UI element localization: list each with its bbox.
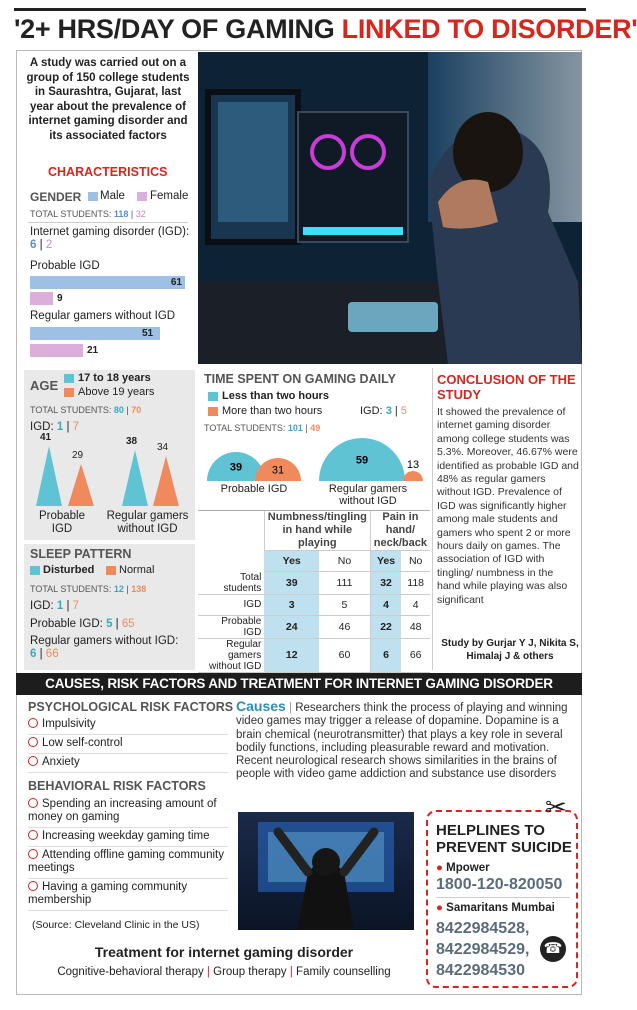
sleep-legend-a: Disturbed bbox=[43, 564, 95, 576]
time-igd-b: 5 bbox=[400, 405, 407, 417]
helpline-num1: 1800-120-820050 bbox=[436, 876, 563, 893]
cell-p-yes: 6 bbox=[370, 638, 401, 672]
causes-banner: CAUSES, RISK FACTORS AND TREATMENT FOR INTERNET GAMING DISORDER bbox=[16, 673, 582, 695]
regular-female-value: 21 bbox=[87, 345, 99, 356]
semi-regular-b bbox=[403, 471, 423, 481]
sleep-igd-b: 7 bbox=[72, 600, 80, 612]
table-row bbox=[198, 594, 430, 615]
age-igd: IGD: 1 | 7 bbox=[30, 421, 80, 433]
symptoms-table-wrap bbox=[198, 510, 430, 673]
list-item: Increasing weekday gaming time bbox=[28, 828, 228, 847]
org1: Mpower bbox=[446, 862, 490, 874]
col-no-1: No bbox=[319, 551, 370, 572]
age-total: TOTAL STUDENTS: 80 | 70 bbox=[30, 405, 142, 415]
semi-probable-b-label: 31 bbox=[271, 464, 285, 477]
treatment-list bbox=[24, 966, 424, 978]
treatment-sep: | bbox=[289, 966, 293, 978]
time-total-label: TOTAL STUDENTS: bbox=[204, 423, 286, 433]
cell-p-yes: 22 bbox=[370, 615, 401, 638]
tri-probable-a-label: 41 bbox=[40, 432, 52, 443]
age-legend-b: Above 19 years bbox=[78, 386, 155, 398]
semi-probable-a-label: 39 bbox=[229, 461, 243, 474]
behav-title: BEHAVIORAL RISK FACTORS bbox=[28, 779, 206, 793]
sleep-total-a: 12 bbox=[113, 584, 124, 594]
cell-p-yes: 32 bbox=[370, 572, 401, 595]
sleep-regular-b: 66 bbox=[45, 648, 59, 660]
age-igd-b: 7 bbox=[72, 421, 80, 433]
col-group-numbness: Numbness/tingling in hand while playing bbox=[264, 511, 370, 551]
gender-igd bbox=[30, 226, 190, 252]
tri-regular-a-label: 38 bbox=[126, 436, 138, 447]
cell-n-no: 60 bbox=[319, 638, 370, 672]
cell-n-yes: 39 bbox=[264, 572, 319, 595]
tri-probable-a bbox=[36, 446, 62, 506]
num2b: 8422984529, bbox=[436, 941, 530, 958]
female-swatch bbox=[137, 192, 147, 201]
sleep-igd-label: IGD: bbox=[30, 600, 54, 612]
sleep-igd-a: 1 bbox=[56, 600, 64, 612]
igd-label: Internet gaming disorder (IGD): bbox=[30, 226, 190, 238]
behav-list bbox=[28, 796, 228, 911]
source-note: (Source: Cleveland Clinic in the US) bbox=[32, 919, 200, 931]
total-label: TOTAL STUDENTS: bbox=[30, 209, 112, 219]
helpline-num2 bbox=[436, 918, 529, 981]
psych-list bbox=[28, 716, 228, 773]
time-b-swatch bbox=[208, 407, 218, 416]
list-item: Low self-control bbox=[28, 735, 228, 754]
age-a-swatch bbox=[64, 374, 74, 383]
time-total-b: 49 bbox=[310, 423, 321, 433]
list-item: Having a gaming community membership bbox=[28, 879, 228, 911]
time-semicircle-chart bbox=[198, 425, 428, 485]
num2a: 8422984528, bbox=[436, 920, 530, 937]
age-total-label: TOTAL STUDENTS: bbox=[30, 405, 112, 415]
gamer-photo-small bbox=[238, 812, 414, 930]
row-label: Probable IGD bbox=[198, 615, 264, 638]
time-legend-b: More than two hours bbox=[222, 405, 323, 417]
phone-icon: ☎ bbox=[540, 936, 566, 962]
bar-regular-male bbox=[30, 327, 160, 340]
bar-probable-female bbox=[30, 292, 53, 305]
table-row bbox=[198, 638, 430, 672]
sleep-igd: IGD: 1 | 7 bbox=[30, 600, 80, 612]
scissors-icon: ✂ bbox=[545, 792, 567, 822]
cell-n-yes: 12 bbox=[264, 638, 319, 672]
time-igd-a: 3 bbox=[385, 405, 392, 417]
age-total-a: 80 bbox=[113, 405, 124, 415]
table-row bbox=[198, 572, 430, 595]
org2: Samaritans Mumbai bbox=[446, 902, 555, 914]
sleep-total-b: 138 bbox=[131, 584, 147, 594]
legend-female: Female bbox=[150, 190, 189, 202]
cell-n-yes: 3 bbox=[264, 594, 319, 615]
cell-n-no: 111 bbox=[319, 572, 370, 595]
semi-regular-a-label: 59 bbox=[355, 454, 369, 467]
conclusion-body: It showed the prevalence of internet gaming disorder among college students was 5.3%. Moreover, 46.67% were identified as probable IGD and 48% as regular gamers without IGD. Prevalence of IGD was significantly higher among male students and gamers who spent 2 or more hours daily on games. The association of IGD with tingling/ numbness in the hand while playing was also significant bbox=[437, 406, 579, 606]
list-item: Anxiety bbox=[28, 754, 228, 773]
sleep-b-swatch bbox=[106, 566, 116, 575]
total-sep: | bbox=[130, 209, 134, 219]
tri-regular-b bbox=[153, 456, 179, 506]
male-swatch bbox=[88, 192, 98, 201]
time-legend-a: Less than two hours bbox=[222, 390, 329, 402]
time-total: TOTAL STUDENTS: 101 | 49 bbox=[204, 423, 321, 433]
treatment-title: Treatment for internet gaming disorder bbox=[94, 944, 354, 960]
list-item: Attending offline gaming community meetings bbox=[28, 847, 228, 879]
semi-regular-b-label: 13 bbox=[406, 459, 420, 471]
table-row bbox=[198, 615, 430, 638]
age-total-b: 70 bbox=[131, 405, 142, 415]
cell-p-no: 48 bbox=[401, 615, 430, 638]
tri-probable-b bbox=[68, 464, 94, 506]
sleep-a-swatch bbox=[30, 566, 40, 575]
age-b-swatch bbox=[64, 388, 74, 397]
time-a-swatch bbox=[208, 392, 218, 401]
regular-male-value: 51 bbox=[142, 328, 154, 339]
sleep-legend-b: Normal bbox=[119, 564, 155, 576]
conclusion-title: CONCLUSION OF THE STUDY bbox=[437, 372, 576, 402]
time-cat-probable: Probable IGD bbox=[220, 483, 288, 495]
bar-regular-female bbox=[30, 344, 83, 357]
headline-part2: LINKED TO DISORDER' bbox=[341, 14, 637, 44]
age-cat-regular: Regular gamers without IGD bbox=[106, 510, 189, 535]
headline-part1: '2+ HRS/DAY OF GAMING bbox=[14, 14, 342, 44]
treatment-3: Family counselling bbox=[296, 966, 391, 978]
sleep-regular-a: 6 bbox=[30, 648, 37, 660]
helpline-org1: ● Mpower bbox=[436, 862, 490, 874]
intro-text: A study was carried out on a group of 150 college students in Saurashtra, Gujarat, last year about the prevalence of internet gaming disorder and its associated factors bbox=[26, 57, 190, 142]
causes-label: Causes bbox=[236, 698, 286, 714]
gender-total bbox=[30, 209, 146, 219]
sleep-probable: Probable IGD: 5 | 65 bbox=[30, 618, 135, 630]
col-no-2: No bbox=[401, 551, 430, 572]
age-legend-a: 17 to 18 years bbox=[78, 372, 151, 384]
igd-male: 6 bbox=[30, 239, 37, 251]
age-cat-probable: Probable IGD bbox=[38, 510, 86, 535]
row-label: IGD bbox=[198, 594, 264, 615]
tri-probable-b-label: 29 bbox=[72, 450, 84, 461]
regular-label: Regular gamers without IGD bbox=[30, 310, 176, 322]
age-igd-a: 1 bbox=[56, 421, 64, 433]
num2c: 8422984530 bbox=[436, 962, 525, 979]
list-item: Impulsivity bbox=[28, 716, 228, 735]
row-label: Total students bbox=[198, 572, 264, 595]
sleep-probable-b: 65 bbox=[121, 618, 135, 630]
legend-male: Male bbox=[100, 190, 125, 202]
time-cat-regular: Regular gamers without IGD bbox=[328, 483, 408, 507]
age-title: AGE bbox=[30, 378, 59, 393]
col-yes-2: Yes bbox=[370, 551, 401, 572]
time-igd-label: IGD: bbox=[360, 405, 383, 417]
probable-label: Probable IGD bbox=[30, 260, 100, 272]
cell-p-yes: 4 bbox=[370, 594, 401, 615]
tri-regular-b-label: 34 bbox=[157, 442, 169, 453]
symptoms-table bbox=[198, 511, 430, 673]
igd-female: 2 bbox=[45, 239, 53, 251]
cell-p-no: 66 bbox=[401, 638, 430, 672]
causes-text: Causes | Researchers think the process of playing and winning video games may trigger a release of dopamine. Dopamine is a brain chemical (neurotransmitter) that plays a key role in several bodily functions, including pleasurable reward and motivation. Recent neurological research shows similarities in the brains of people with video game addiction and substance use disorders bbox=[236, 698, 568, 781]
bar-probable-male: 61 bbox=[30, 276, 185, 289]
causes-body: Researchers think the process of playing and winning video games may trigger a release of dopamine. Dopamine is a brain chemical (neurotransmitter) that plays a key role in several bodily functions, including pleasurable reward and motivation. Recent neurological research shows similarities in the brains of people with video game addiction and substance use disorders bbox=[236, 702, 568, 781]
cell-n-yes: 24 bbox=[264, 615, 319, 638]
sleep-probable-label: Probable IGD: bbox=[30, 618, 103, 630]
cell-n-no: 46 bbox=[319, 615, 370, 638]
cell-p-no: 4 bbox=[401, 594, 430, 615]
headline bbox=[14, 8, 637, 48]
row-label: Regular gamers without IGD bbox=[198, 638, 264, 672]
divider bbox=[28, 222, 188, 223]
treatment-1: Cognitive-behavioral therapy bbox=[57, 966, 204, 978]
gamer-back-illustration bbox=[238, 812, 414, 930]
col-group-pain: Pain in hand/ neck/back bbox=[370, 511, 430, 551]
sleep-probable-a: 5 bbox=[106, 618, 113, 630]
psych-title: PSYCHOLOGICAL RISK FACTORS bbox=[28, 700, 234, 714]
tri-regular-a bbox=[122, 450, 148, 506]
cell-p-no: 118 bbox=[401, 572, 430, 595]
characteristics-title: CHARACTERISTICS bbox=[48, 165, 168, 179]
cell-n-no: 5 bbox=[319, 594, 370, 615]
helpline-org2: ● Samaritans Mumbai bbox=[436, 902, 555, 914]
time-title: TIME SPENT ON GAMING DAILY bbox=[204, 372, 396, 386]
sleep-total-label: TOTAL STUDENTS: bbox=[30, 584, 112, 594]
divider bbox=[436, 897, 570, 898]
gender-label: GENDER bbox=[30, 190, 82, 204]
sleep-regular: Regular gamers without IGD: 6 | 66 bbox=[30, 635, 179, 660]
sleep-total: TOTAL STUDENTS: 12 | 138 bbox=[30, 584, 147, 594]
helplines-title: HELPLINES TO PREVENT SUICIDE bbox=[436, 822, 572, 856]
probable-female-value: 9 bbox=[57, 293, 63, 304]
sleep-regular-label: Regular gamers without IGD: bbox=[30, 635, 179, 647]
sleep-title: SLEEP PATTERN bbox=[30, 547, 132, 561]
gamer-photo bbox=[198, 52, 582, 364]
treatment-sep: | bbox=[206, 966, 210, 978]
col-yes-1: Yes bbox=[264, 551, 319, 572]
time-igd: IGD: 3 | 5 bbox=[360, 405, 407, 417]
total-female: 32 bbox=[135, 209, 146, 219]
conclusion-credit: Study by Gurjar Y J, Nikita S, Himalaj J & others bbox=[441, 638, 579, 662]
treatment-2: Group therapy bbox=[213, 966, 287, 978]
list-item: Spending an increasing amount of money on gaming bbox=[28, 796, 228, 828]
total-male: 118 bbox=[113, 209, 129, 219]
igd-sep: | bbox=[39, 239, 43, 251]
age-igd-label: IGD: bbox=[30, 421, 54, 433]
gamer-illustration bbox=[198, 52, 582, 364]
time-total-a: 101 bbox=[287, 423, 303, 433]
